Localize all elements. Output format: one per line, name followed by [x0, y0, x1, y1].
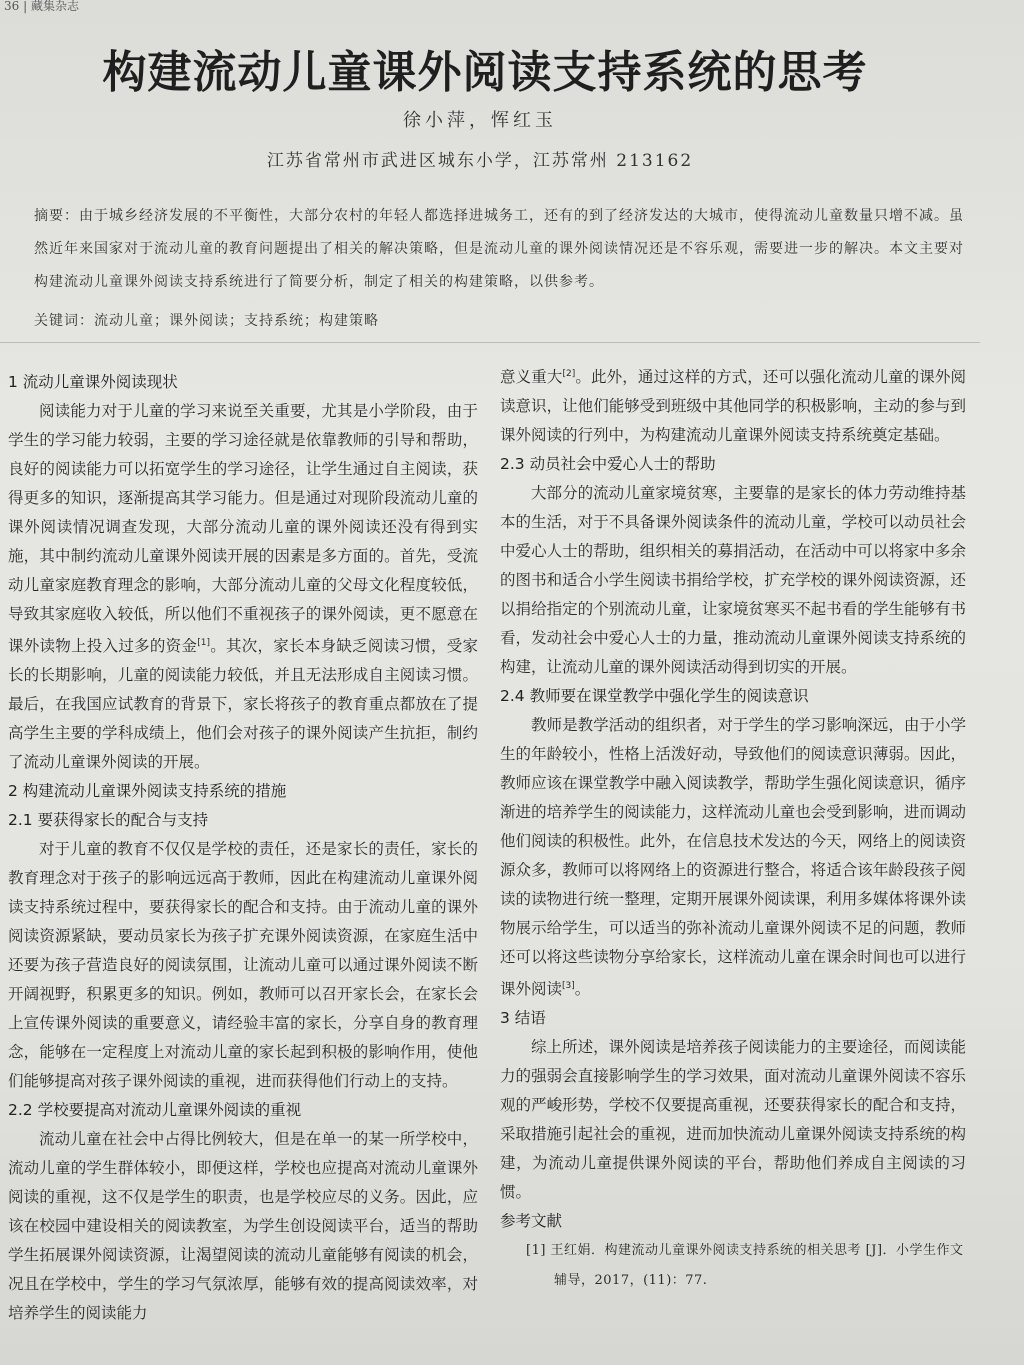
right-column — [500, 360, 966, 1296]
citation-mark: [3] — [562, 981, 575, 992]
paragraph — [500, 711, 966, 1004]
paragraph-text: 。此外，通过这样的方式，还可以强化流动儿童的课外阅读意识，让他们能够受到班级中其他同学的积极影响，主动的参与到课外阅读的行列中，为构建流动儿童课外阅读支持系统奠定基础。 — [500, 368, 966, 445]
section-heading-2-3: 2.3 动员社会中爱心人士的帮助 — [500, 455, 716, 474]
paragraph: 综上所述，课外阅读是培养孩子阅读能力的主要途径，而阅读能力的强弱会直接影响学生的学习效果，面对流动儿童课外阅读不容乐观的严峻形势，学校不仅要提高重视，还要获得家长的配合和支持，采取措施引起社会的重视，进而加快流动儿童课外阅读支持系统的构建，为流动儿童提供课外阅读的平台，帮助他们养成自主阅读的习惯。 — [500, 1038, 966, 1202]
paragraph: 对于儿童的教育不仅仅是学校的责任，还是家长的责任，家长的教育理念对于孩子的影响远远高于教师，因此在构建流动儿童课外阅读支持系统过程中，要获得家长的配合和支持。由于流动儿童的课外阅读资源紧缺，要动员家长为孩子扩充课外阅读资源，在家庭生活中还要为孩子营造良好的阅读氛围，让流动儿童可以通过课外阅读不断开阔视野，积累更多的知识。例如，教师可以召开家长会，在家长会上宣传课外阅读的重要意义，请经验丰富的家长，分享自身的教育理念，能够在一定程度上对流动儿童的家长起到积极的影响作用，使他们能够提高对孩子课外阅读的重视，进而获得他们行动上的支持。 — [8, 840, 478, 1091]
keywords — [34, 310, 970, 330]
paragraph — [500, 360, 966, 450]
left-column — [8, 368, 478, 1328]
abstract-text: 由于城乡经济发展的不平衡性，大部分农村的年轻人都选择进城务工，还有的到了经济发达的大城市，使得流动儿童数量只增不减。虽然近年来国家对于流动儿童的教育问题提出了相关的解决策略，但是流动儿童的课外阅读情况还是不容乐观，需要进一步的解决。本文主要对构建流动儿童课外阅读支持系统进行了简要分析，制定了相关的构建策略，以供参考。 — [34, 208, 964, 290]
paragraph: 大部分的流动儿童家境贫寒，主要靠的是家长的体力劳动维持基本的生活，对于不具备课外阅读条件的流动儿童，学校可以动员社会中爱心人士的帮助，组织相关的募捐活动，在活动中可以将家中多余的图书和适合小学生阅读书捐给学校，扩充学校的课外阅读资源，还以捐给指定的个别流动儿童，让家境贫寒买不起书看的学生能够有书看，发动社会中爱心人士的力量，推动流动儿童课外阅读支持系统的构建，让流动儿童的课外阅读活动得到切实的开展。 — [500, 484, 966, 677]
paragraph — [8, 397, 478, 777]
article-title: 构建流动儿童课外阅读支持系统的思考 — [102, 47, 868, 98]
keywords-text: 流动儿童；课外阅读；支持系统；构建策略 — [94, 313, 379, 329]
divider — [0, 342, 980, 343]
reference-item-cont: 辅导，2017，(11)：77. — [554, 1273, 708, 1289]
paragraph-text: 。 — [574, 980, 591, 999]
references-title: 参考文献 — [500, 1212, 563, 1231]
citation-mark: [1] — [197, 638, 210, 648]
section-heading-2: 2 构建流动儿童课外阅读支持系统的措施 — [8, 782, 287, 801]
paragraph: 流动儿童在社会中占得比例较大，但是在单一的某一所学校中，流动儿童的学生群体较小，即便这样，学校也应提高对流动儿童课外阅读的重视，这不仅是学生的职责，也是学校应尽的义务。因此，应该在校园中建设相关的阅读教室，为学生创设阅读平台，适当的帮助学生拓展课外阅读资源，让渴望阅读的流动儿童能够有阅读的机会，况且在学校中，学生的学习气氛浓厚，能够有效的提高阅读效率，对培养学生的阅读能力 — [8, 1130, 478, 1323]
paragraph-text: 教师是教学活动的组织者，对于学生的学习影响深远，由于小学生的年龄较小，性格上活泼好动，导致他们的阅读意识薄弱。因此，教师应该在课堂教学中融入阅读教学，帮助学生强化阅读意识，循序渐进的培养学生的阅读能力，这样流动儿童也会受到影响，进而调动他们阅读的积极性。此外，在信息技术发达的今天，网络上的阅读资源众多，教师可以将网络上的资源进行整合，将适合该年龄段孩子阅读的读物进行统一整理，定期开展课外阅读课，利用多媒体将课外读物展示给学生，可以适当的弥补流动儿童课外阅读不足的问题，教师还可以将这些读物分享给家长，这样流动儿童在课余时间也可以进行课外阅读 — [500, 716, 966, 999]
paragraph-text: 。其次，家长本身缺乏阅读习惯，受家长的长期影响，儿童的阅读能力较低，并且无法形成自主阅读习惯。最后，在我国应试教育的背景下，家长将孩子的教育重点都放在了提高学生主要的学科成绩上，他们会对孩子的课外阅读产生抗拒，制约了流动儿童课外阅读的开展。 — [8, 637, 478, 772]
citation-mark: [2] — [562, 369, 576, 379]
abstract-label: 摘要： — [34, 208, 79, 224]
paragraph-text: 意义重大 — [500, 368, 563, 387]
section-heading-3: 3 结语 — [500, 1009, 546, 1028]
section-heading-2-2: 2.2 学校要提高对流动儿童课外阅读的重视 — [8, 1101, 302, 1120]
section-heading-2-4: 2.4 教师要在课堂教学中强化学生的阅读意识 — [500, 687, 809, 706]
section-heading-2-1: 2.1 要获得家长的配合与支持 — [8, 811, 209, 830]
paragraph-text: 阅读能力对于儿童的学习来说至关重要，尤其是小学阶段，由于学生的学习能力较弱，主要的学习途径就是依靠教师的引导和帮助，良好的阅读能力可以拓宽学生的学习途径，让学生通过自主阅读，获得更多的知识，逐渐提高其学习能力。但是通过对现阶段流动儿童的课外阅读情况调查发现，大部分流动儿童的课外阅读还没有得到实施，其中制约流动儿童课外阅读开展的因素是多方面的。首先，受流动儿童家庭教育理念的影响，大部分流动儿童的父母文化程度较低，导致其家庭收入较低，所以他们不重视孩子的课外阅读，更不愿意在课外读物上投入过多的资金 — [8, 402, 478, 656]
keywords-label: 关键词： — [34, 313, 94, 329]
abstract — [34, 200, 970, 299]
section-heading-1: 1 流动儿童课外阅读现状 — [8, 373, 178, 391]
affiliation: 江苏省常州市武进区城东小学，江苏常州 213162 — [266, 151, 694, 171]
reference-item: [1] 王红娟．构建流动儿童课外阅读支持系统的相关思考 [J]．小学生作文 — [526, 1243, 964, 1259]
authors: 徐小萍，恽红玉 — [403, 110, 557, 131]
page-header: 36 | 藏集杂志 — [4, 0, 79, 13]
